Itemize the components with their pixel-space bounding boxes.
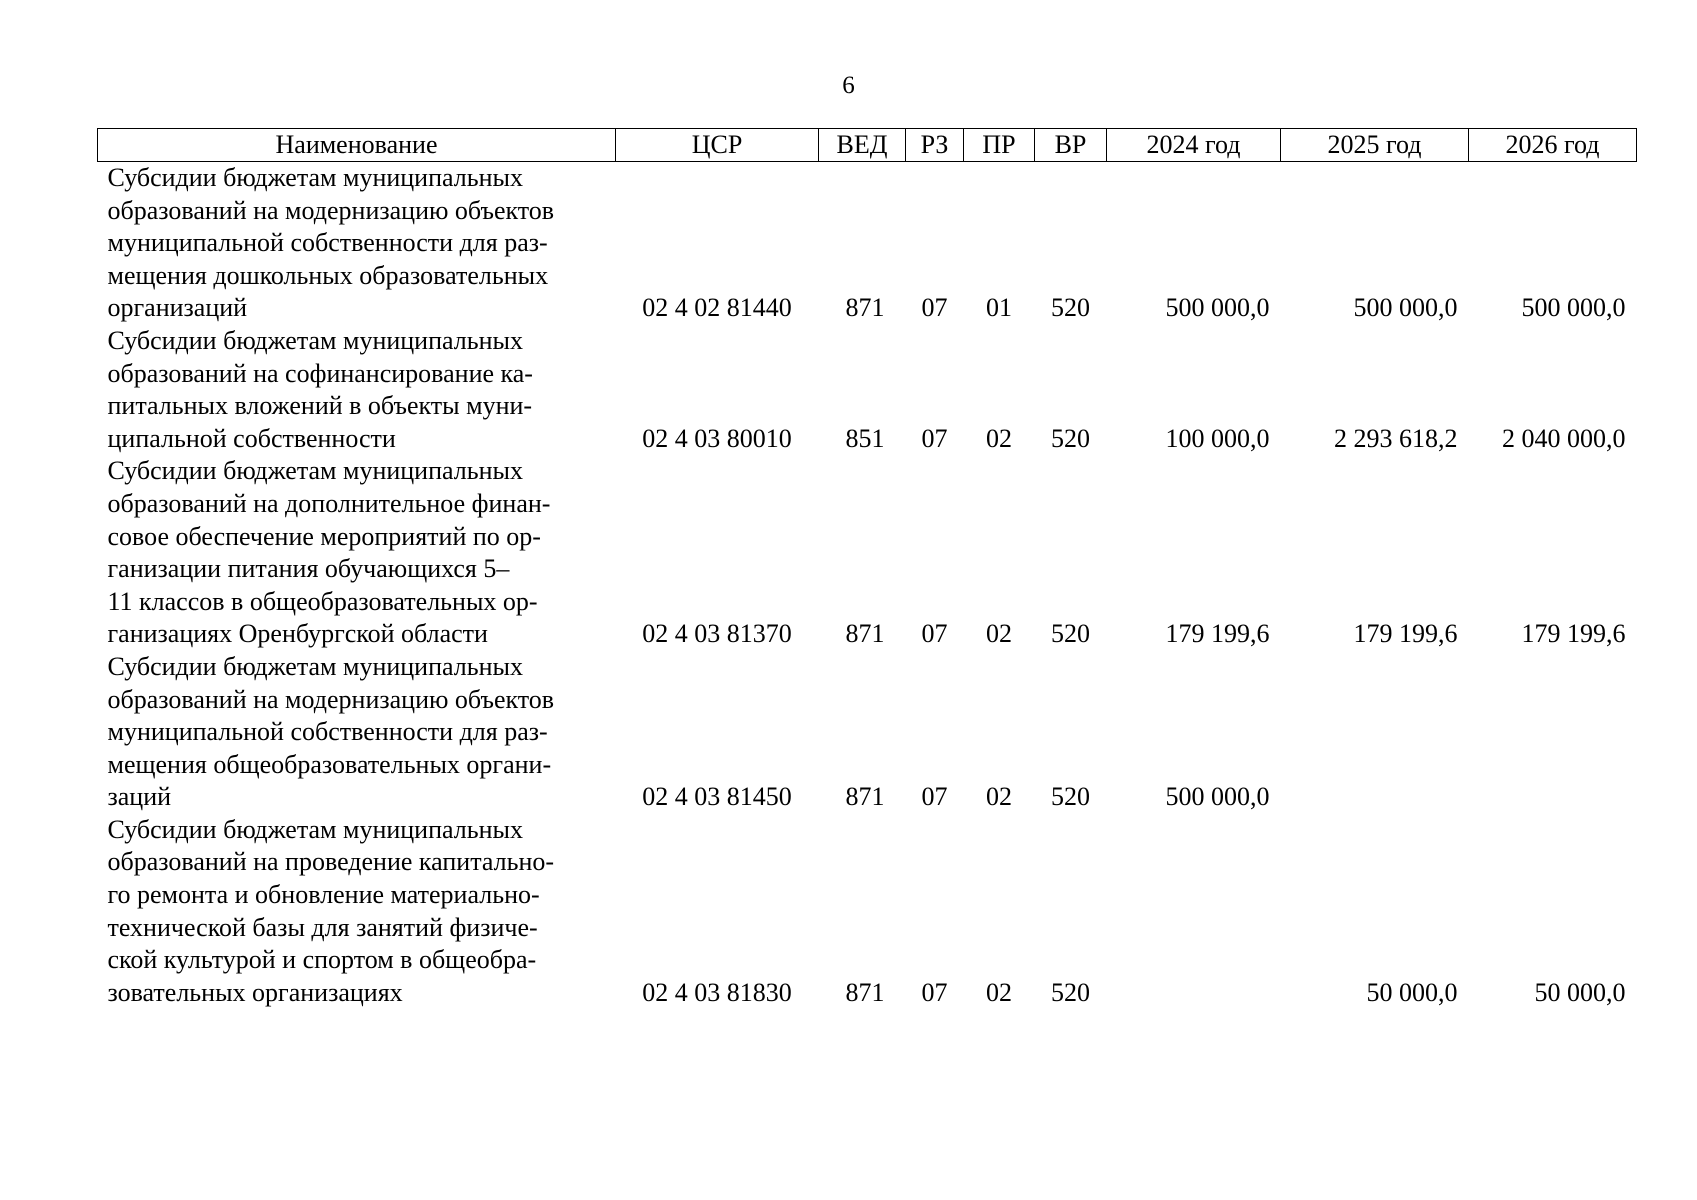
table-row [98,162,1637,325]
name-line: Субсидии бюджетам муниципальных [107,325,523,355]
name-line: ципальной собственности [107,423,396,453]
name-line: ской культурой и спортом в общеобра- [107,945,537,975]
row-csr: 02 4 02 81440 [642,293,792,323]
row-rz: 07 [921,423,948,453]
row-2025 [1281,651,1469,814]
row-rz: 07 [921,293,948,323]
row-2026: 50 000,0 [1534,977,1626,1007]
row-vr: 520 [1051,293,1090,323]
row-rz: 07 [921,977,948,1007]
row-ved: 871 [845,977,885,1007]
row-vr: 520 [1051,423,1090,453]
name-line: образований на проведение капитально- [107,847,555,877]
row-2025: 500 000,0 [1353,293,1458,323]
row-2026: 2 040 000,0 [1502,423,1626,453]
row-name [98,651,616,814]
row-vr: 520 [1051,782,1090,812]
header-2025: 2025 год [1281,129,1469,162]
row-csr: 02 4 03 81450 [642,782,792,812]
row-2024: 500 000,0 [1165,782,1270,812]
row-2025: 179 199,6 [1353,619,1458,649]
page-number: 6 [842,72,855,99]
name-line: мещения общеобразовательных органи- [107,749,552,779]
row-vr: 520 [1051,977,1090,1007]
name-line: совое обеспечение мероприятий по ор- [107,521,541,551]
row-2024: 500 000,0 [1165,293,1270,323]
name-line: мещения дошкольных образовательных [107,260,549,290]
row-pr: 02 [986,619,1012,649]
name-line: Субсидии бюджетам муниципальных [107,163,523,192]
row-2026: 500 000,0 [1521,293,1626,323]
name-line: организаций [107,293,248,323]
row-name [98,455,616,651]
name-line: зовательных организациях [107,977,403,1007]
row-ved: 871 [845,782,885,812]
header-name: Наименование [98,129,616,162]
header-row [98,129,1637,162]
header-2026: 2026 год [1469,129,1637,162]
budget-table [97,128,1637,1009]
row-pr: 02 [986,782,1012,812]
row-2026 [1469,651,1637,814]
row-vr: 520 [1051,619,1090,649]
name-line: го ремонта и обновление материально- [107,880,540,910]
row-2024: 179 199,6 [1165,619,1270,649]
table-row [98,651,1637,814]
table-row [98,455,1637,651]
row-pr: 01 [986,293,1012,323]
row-name [98,814,616,1010]
name-line: Субсидии бюджетам муниципальных [107,651,523,681]
name-line: муниципальной собственности для раз- [107,228,548,258]
name-line: муниципальной собственности для раз- [107,717,548,747]
row-pr: 02 [986,423,1012,453]
row-2026: 179 199,6 [1521,619,1626,649]
name-line: питальных вложений в объекты муни- [107,391,533,421]
header-2024: 2024 год [1107,129,1281,162]
row-2025: 2 293 618,2 [1334,423,1458,453]
row-ved: 851 [845,423,885,453]
table-body [98,162,1637,1010]
name-line: Субсидии бюджетам муниципальных [107,456,523,486]
row-csr: 02 4 03 80010 [642,423,792,453]
table-row [98,325,1637,455]
name-line: образований на модернизацию объектов [107,195,555,225]
row-ved: 871 [845,619,885,649]
table-row [98,814,1637,1010]
row-2024 [1107,814,1281,1010]
table-header [98,129,1637,162]
name-line: образований на софинансирование ка- [107,358,533,388]
name-line: Субсидии бюджетам муниципальных [107,814,523,844]
row-2025: 50 000,0 [1366,977,1458,1007]
name-line: образований на дополнительное финан- [107,488,551,518]
header-ved: ВЕД [819,129,906,162]
header-vr: ВР [1035,129,1107,162]
header-pr: ПР [964,129,1035,162]
name-line: ганизации питания обучающихся 5– [107,554,510,584]
name-line: ганизациях Оренбургской области [107,619,488,649]
row-rz: 07 [921,619,948,649]
row-name [98,325,616,455]
name-line: технической базы для занятий физиче- [107,912,538,942]
name-line: 11 классов в общеобразовательных ор- [107,586,538,616]
row-name [98,162,616,325]
row-rz: 07 [921,782,948,812]
row-ved: 871 [845,293,885,323]
row-csr: 02 4 03 81830 [642,977,792,1007]
name-line: образований на модернизацию объектов [107,684,555,714]
header-csr: ЦСР [616,129,819,162]
name-line: заций [107,782,172,812]
row-pr: 02 [986,977,1012,1007]
row-csr: 02 4 03 81370 [642,619,792,649]
row-2024: 100 000,0 [1165,423,1270,453]
header-rz: РЗ [906,129,964,162]
